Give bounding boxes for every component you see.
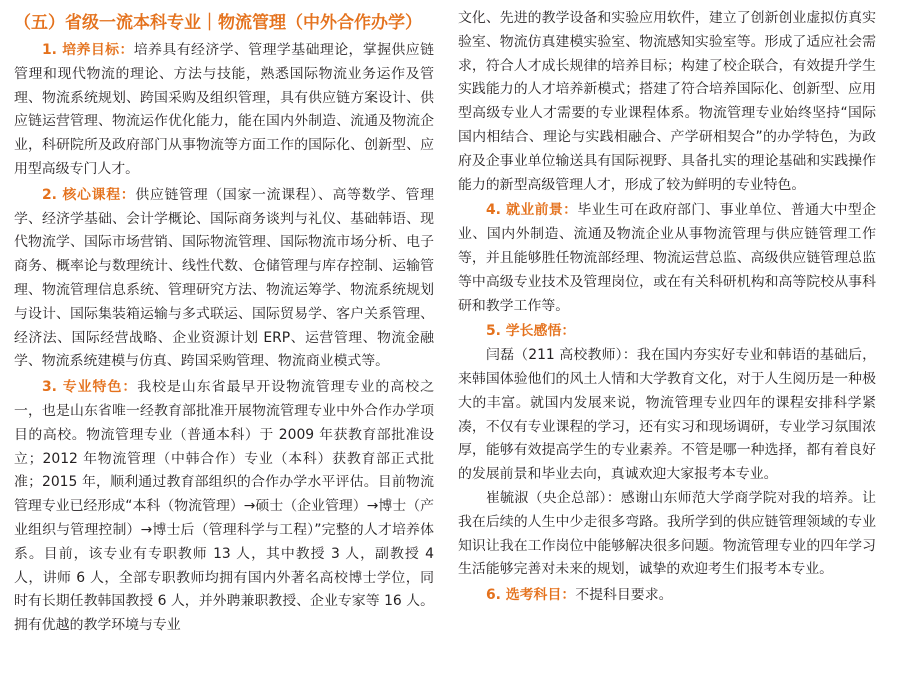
employment-paragraph bbox=[458, 199, 876, 318]
left-column bbox=[14, 0, 434, 638]
training-goal-paragraph bbox=[14, 39, 434, 182]
training-goal-text: 培养具有经济学、管理学基础理论，掌握供应链管理和现代物流的理论、方法与技能，熟悉国际物流业务运作及管理、物流系统规划、跨国采购及组织管理，具有供应链方案设计、供应链运营管理、物流运作优化能力，能在国内外制造、流通及物流企业，科研院所及政府部门从事物流等方面工作的国际化、创新型、应用型高级专门人才。 bbox=[14, 42, 434, 177]
training-goal-heading: 1. 培养目标： bbox=[42, 42, 134, 58]
employment-heading: 4. 就业前景： bbox=[486, 202, 578, 219]
features-paragraph bbox=[14, 376, 434, 638]
features-heading: 3. 专业特色： bbox=[42, 379, 138, 396]
features-text: 我校是山东省最早开设物流管理专业的高校之一，也是山东省唯一经教育部批准开展物流管理专业中外合作办学项目的高校。物流管理专业（普通本科）于 2009 年获教育部批准设立；2012 年物流管理（中韩合作）专业（本科）获教育部正式批准；2015 年，顺利通过教育部组织的合作办学水平评估。目前物流管理专业已经形成“本科（物流管理）→硕士（企业管理）→博士（产业组织与管理控制）→博士后（管理科学与工程）”完整的人才培养体系。目前，该专业有专职教师 13 人，其中教授 3 人，副教授 4 人，讲师 6 人，全部专职教师均拥有国内外著名高校博士学位，同时有长期任教韩国教授 6 人，并外聘兼职教授、企业专家等 16 人。拥有优越的教学环境与专业 bbox=[14, 379, 434, 634]
right-column bbox=[458, 0, 876, 608]
testimonials-heading: 5. 学长感悟： bbox=[486, 323, 576, 340]
subjects-heading: 6. 选考科目： bbox=[486, 587, 576, 604]
testimonial-item: 崔毓淑（央企总部）：感谢山东师范大学商学院对我的培养。让我在后续的人生中少走很多弯路。我所学到的供应链管理领域的专业知识让我在工作岗位中能够解决很多问题。物流管理专业的四年学习生活能够完善对未来的规划，诚挚的欢迎考生们报考本专业。 bbox=[458, 489, 876, 578]
features-continued-paragraph: 文化、先进的教学设备和实验应用软件，建立了创新创业虚拟仿真实验室、物流仿真建模实验室、物流感知实验室等。形成了适应社会需求，符合人才成长规律的培养目标；构建了校企联合，有效提升学生实践能力的人才培养新模式；搭建了符合培养国际化、创新型、应用型高级专业人才需要的专业课程体系。物流管理专业始终坚持“国际国内相结合、理论与实践相融合、产学研相契合”的办学特色，为政府及企事业单位输送具有国际视野、具备扎实的理论基础和实践操作能力的新型高级管理人才，形成了较为鲜明的专业特色。 bbox=[458, 10, 876, 193]
testimonials-heading-line bbox=[458, 320, 876, 344]
core-courses-text: 供应链管理（国家一流课程）、高等数学、管理学、经济学基础、会计学概论、国际商务谈判与礼仪、基础韩语、现代物流学、国际市场营销、国际物流管理、国际物流市场分析、电子商务、概率论与数理统计、线性代数、仓储管理与库存控制、运输管理、物流管理信息系统、管理研究方法、物流运筹学、物流系统规划与设计、国际集装箱运输与多式联运、国际贸易学、客户关系管理、经济法、国际经营战略、企业资源计划 ERP、运营管理、物流金融学、物流系统建模与仿真、跨国采购管理、物流商业模式等。 bbox=[14, 186, 434, 370]
core-courses-heading: 2. 核心课程： bbox=[42, 186, 136, 203]
testimonial-item: 闫磊（211 高校教师）：我在国内夯实好专业和韩语的基础后，来韩国体验他们的风土人情和大学教育文化，对于人生阅历是一种极大的丰富。就国内发展来说，物流管理专业四年的课程安排科学紧凑，不仅有专业课程的学习，还有实习和现场调研，专业学习氛围浓厚，能够有效提高学生的专业素养。不管是哪一种选择，都有着良好的发展前景和毕业去向，真诚欢迎大家报考本专业。 bbox=[458, 347, 876, 483]
page-title: （五）省级一流本科专业｜物流管理（中外合作办学） bbox=[14, 13, 422, 33]
subjects-text: 不提科目要求。 bbox=[575, 587, 673, 604]
subjects-paragraph bbox=[458, 584, 876, 608]
core-courses-paragraph bbox=[14, 184, 434, 374]
employment-text: 毕业生可在政府部门、事业单位、普通大中型企业、国内外制造、流通及物流企业从事物流管理与供应链管理工作等，并且能够胜任物流部经理、物流运营总监、高级供应链管理总监等中高级专业技术及管理岗位，或在有关科研机构和高等院校从事科研和教学工作等。 bbox=[458, 202, 876, 314]
